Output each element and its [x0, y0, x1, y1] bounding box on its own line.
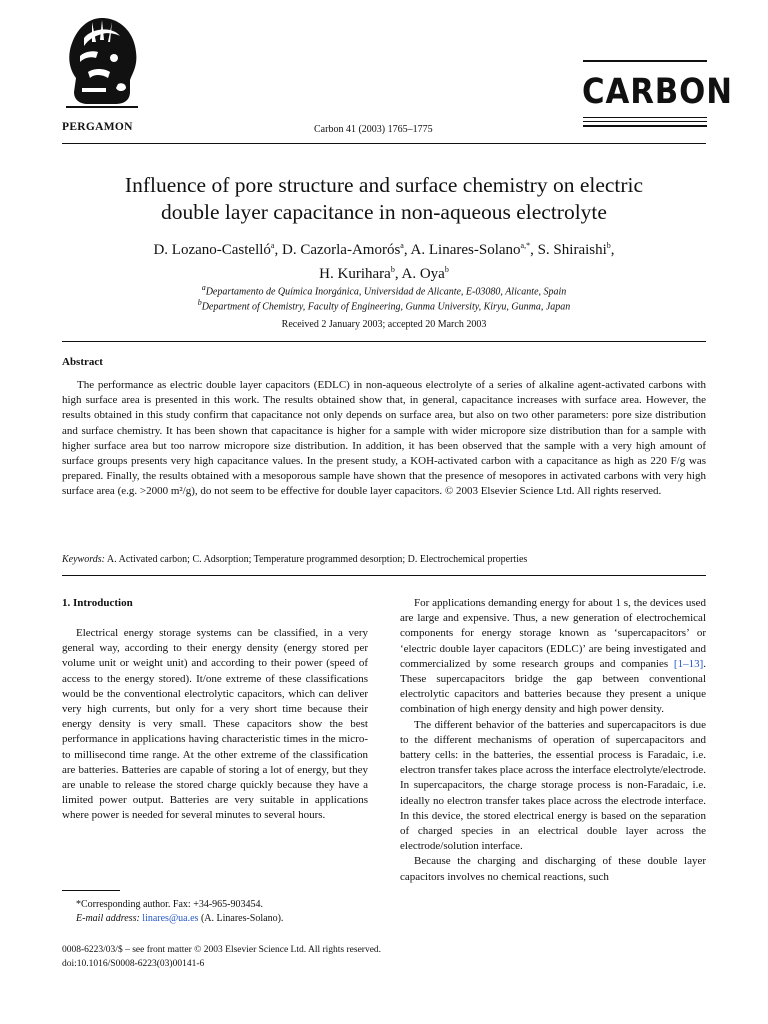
author-list [40, 236, 728, 284]
authors-line-1 [40, 236, 728, 260]
affiliation-b [40, 296, 728, 313]
abstract-heading: Abstract [62, 356, 103, 368]
intro-paragraph-2 [400, 596, 706, 718]
journal-name: CARBON [582, 72, 733, 112]
author-affiliation-mark: a,* [520, 241, 531, 250]
footnote-rule [62, 890, 120, 891]
author-name: D. Cazorla-Amorós [281, 242, 401, 258]
right-column [400, 596, 706, 885]
affiliation-mark: a [201, 283, 206, 292]
intro-paragraph-1: Electrical energy storage systems can be classified, in a very general way, according to their energy density (energy stored per volume unit or weight unit) and according to their power (speed of access to the energy stored). It/one extreme of these classifications would be the conventional electrolytic capacitors, which can deliver very high currents, but only for a very short time because their energy density is very small. These capacitors show the best performance in applications having characteristic times in the micro- to millisecond time range. At the other extreme of the classification are batteries. Batteries are capable of storing a lot of energy, but they are unable to release the stored charge quickly because they have a limited power output. Batteries are very suitable in applications where power is needed for several minutes to several hours. [62, 627, 368, 822]
front-matter-line: 0008-6223/03/$ – see front matter © 2003 Elsevier Science Ltd. All rights reserved. [62, 945, 382, 955]
paragraph-text: For applications demanding energy for about 1 s, the devices used are large and expensive. Thus, a new generation of electrochemical components for energy storage known as ‘supercapacitors’ or ‘electric double layer capacitors (EDLC)’ are being investigated and commercialized by some research groups and companies [400, 597, 706, 670]
email-suffix: (A. Linares-Solano). [200, 913, 284, 924]
journal-rule-1 [583, 117, 707, 118]
keywords [62, 554, 706, 565]
received-dates: Received 2 January 2003; accepted 20 March 2003 [281, 319, 487, 330]
keywords-text: A. Activated carbon; C. Adsorption; Temperature programmed desorption; D. Electrochemical properties [106, 554, 528, 565]
author-name: A. Oya [401, 266, 445, 282]
abstract-bottom-divider [62, 575, 706, 576]
author-affiliation-mark: b [606, 241, 611, 250]
journal-citation: Carbon 41 (2003) 1765–1775 [314, 124, 433, 135]
article-title [40, 172, 728, 226]
author-separator: , [274, 242, 282, 258]
affiliation-mark: b [197, 298, 202, 307]
author-name: D. Lozano-Castelló [153, 242, 271, 258]
journal-rule-2 [583, 121, 707, 122]
email-note [62, 912, 368, 926]
header-divider [62, 143, 706, 144]
intro-paragraph-4: Because the charging and discharging of these double layer capacitors involves no chemical reactions, such [400, 855, 706, 883]
author-name: A. Linares-Solano [410, 242, 521, 258]
pergamon-logo-icon [58, 12, 146, 116]
abstract-text: The performance as electric double layer capacitors (EDLC) in non-aqueous electrolyte of a series of alkaline agent-activated carbons with high surface area is presented in this work. The results obtained show that, in general, capacitance increases with surface area. However, the results obtained in this study confirm that capacitance not only depends on surface area, but also on two other parameters: pore size distribution and surface chemistry. It has been shown that capacitance is higher for a sample with wider micropore size distribution than for a sample with higher surface area but too narrow micropore size distribution. In addition, it has been observed that the sample with a very high amount of surface groups presents very high capacitance values. In the present study, a KOH-activated carbon with a capacitance as high as 220 F/g was prepared. Finally, the results obtained with a mesoporous sample have shown that the presence of mesopores in activated carbons with very high surface area (e.g. >2000 m²/g), do not seem to be effective for double layer capacitors. © 2003 Elsevier Science Ltd. All rights reserved. [62, 379, 706, 498]
affiliation-text: Departamento de Química Inorgánica, Universidad de Alicante, E-03080, Alicante, Spain [205, 286, 567, 298]
doi-line: doi:10.1016/S0008-6223(03)00141-6 [62, 959, 205, 969]
author-affiliation-mark: a [400, 241, 404, 250]
email-label: E-mail address: [76, 913, 140, 924]
keywords-label: Keywords: [62, 554, 105, 565]
author-separator: , [610, 242, 615, 258]
section-heading-introduction: 1. Introduction [62, 597, 133, 609]
author-separator: , [403, 242, 411, 258]
corresponding-author-note: *Corresponding author. Fax: +34-965-903454. [76, 899, 264, 910]
author-separator: , [394, 266, 402, 282]
title-line-2: double layer capacitance in non-aqueous electrolyte [161, 200, 607, 224]
author-separator: , [530, 242, 538, 258]
journal-rule-3 [583, 125, 707, 127]
email-link[interactable]: linares@ua.es [142, 913, 199, 924]
journal-top-rule [583, 60, 707, 62]
author-name: S. Shiraishi [537, 242, 607, 258]
left-column [62, 626, 368, 824]
abstract-top-divider [62, 341, 706, 342]
paragraph-text: . These supercapacitors bridge the gap between conventional electrolytic capacitors and batteries because they present a unique combination of high energy density and high power density. [400, 657, 706, 716]
author-name: H. Kurihara [319, 266, 391, 282]
publisher-name: PERGAMON [62, 121, 133, 133]
intro-paragraph-3: The different behavior of the batteries and supercapacitors is due to the different mechanisms of operation of supercapacitors and battery cells: in the batteries, the essential process is Faradaic, i.e. electron transfer takes place across the interface electrolyte/electrode. In supercapacitors, the charge storage process is non-Faradaic, i.e. ideally no electron transfer takes place across the electrode interface. In this device, the stored electrical energy is based on the separation of charged species in an electrical double layer across the electrode/solution interface. [400, 718, 706, 853]
author-affiliation-mark: a [270, 241, 275, 250]
reference-link[interactable]: [1–13] [673, 657, 704, 670]
affiliation-text: Department of Chemistry, Faculty of Engineering, Gunma University, Kiryu, Gunma, Japan [201, 301, 571, 313]
author-affiliation-mark: b [444, 265, 449, 274]
title-line-1: Influence of pore structure and surface chemistry on electric [124, 173, 644, 197]
author-affiliation-mark: b [390, 265, 395, 274]
